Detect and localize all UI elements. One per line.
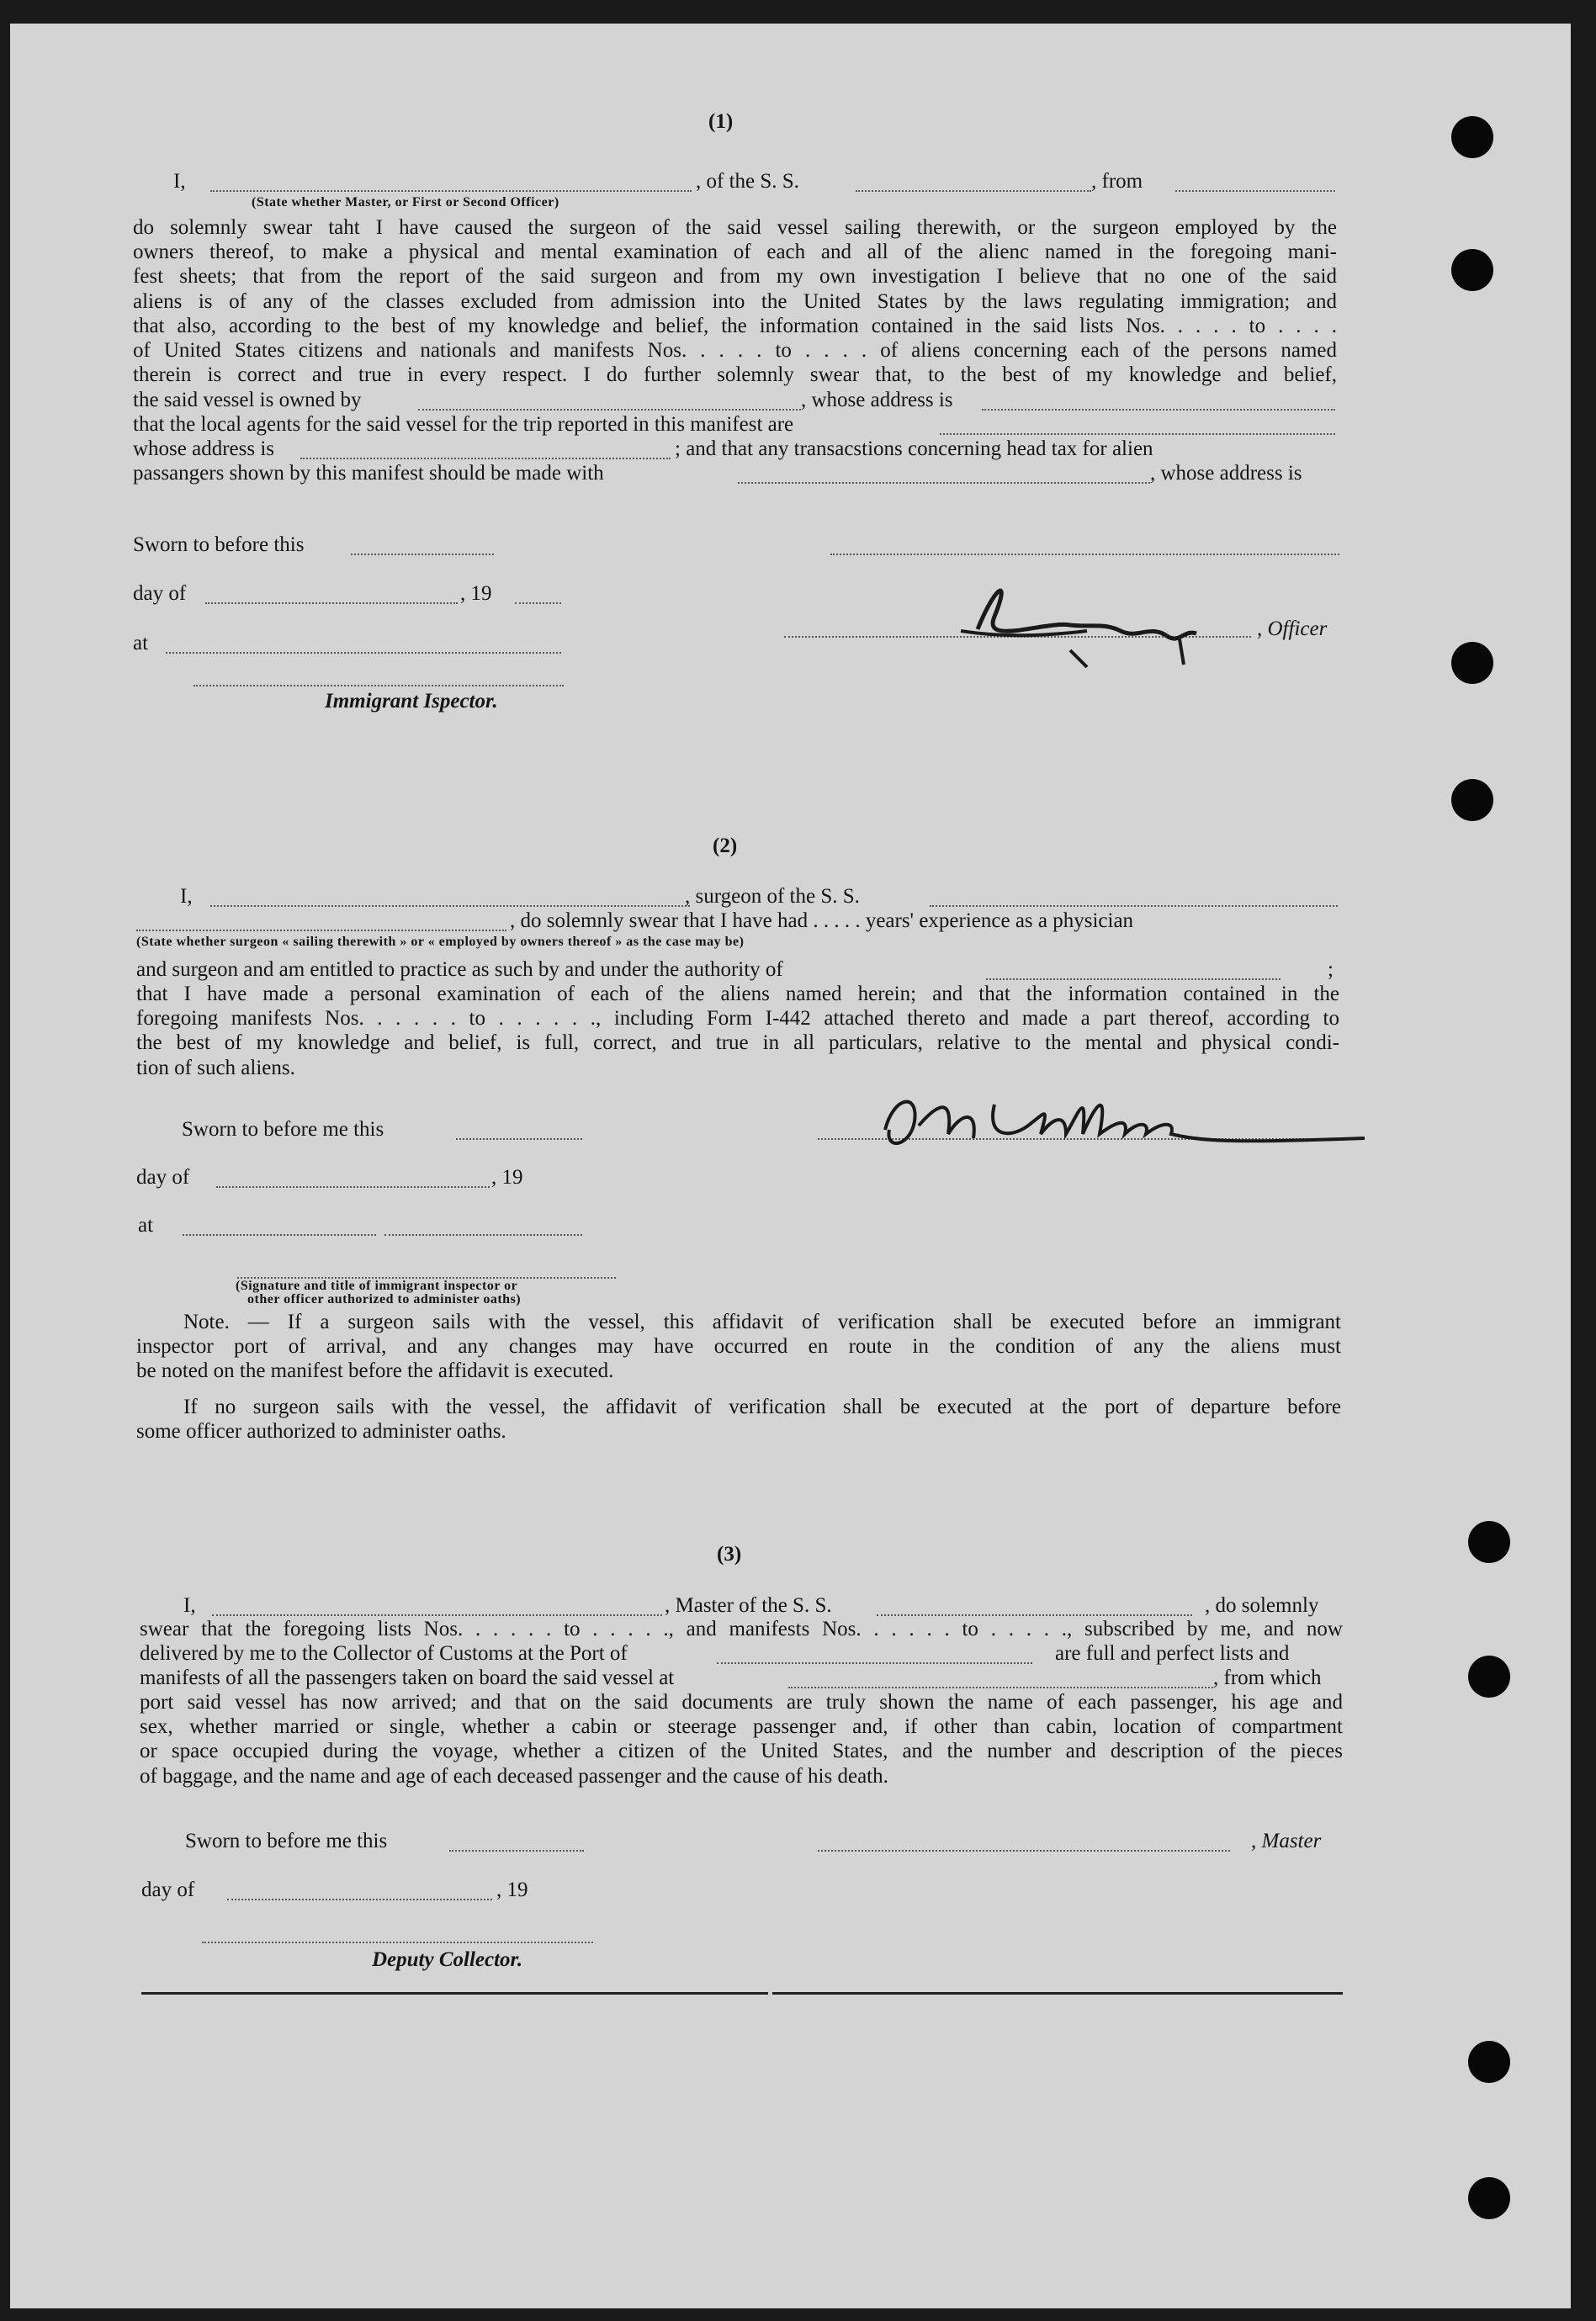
officer-signature [944,570,1238,680]
authority-text: and surgeon and am entitled to practice as such by and under the authority of [136,958,783,981]
officer-signature-line-top [830,554,1339,555]
body-line: foregoing manifests Nos. . . . . . to . . . . . ., including Form I-442 attached thereto and made a part thereof, according to [136,1007,1339,1031]
sworn-me-blank [456,1138,582,1140]
whose-address-label: , whose address is [801,389,953,411]
body-line: or space occupied during the voyage, whether a citizen of the United States, and the number and description of the pieces [140,1740,1343,1763]
sworn-me-label-3: Sworn to before me this [185,1830,388,1852]
deputy-collector-label: Deputy Collector. [372,1948,523,1971]
section-1-body [133,215,1337,387]
master-signature-line [818,1850,1230,1852]
year-label-2: , 19 [491,1166,523,1189]
year-label: , 19 [460,582,492,605]
note-line: If no surgeon sails with the vessel, the affidavit of verification shall be executed at the port of departure before [183,1396,1341,1418]
sworn-me-blank-3 [449,1850,584,1852]
master-of-label: , Master of the S. S. [665,1594,832,1617]
do-solemnly-label: , do solemnly [1205,1594,1319,1617]
officer-label: , Officer [1257,617,1328,640]
year-blank [515,602,561,604]
from-which-text: , from which [1213,1667,1322,1689]
no-surgeon-paragraph [136,1395,1341,1444]
body-line: swear that the foregoing lists Nos. . . . . . to . . . . ., and manifests Nos. . . . . . to . . . . ., subscribed by me, and now [140,1618,1343,1640]
day-of-label: day of [133,582,187,605]
body-line: that also, according to the best of my knowledge and belief, the information contained in the said lists Nos. . . . . to . . . . [133,314,1337,337]
embark-port-blank [788,1687,1213,1688]
manifest-affidavit-page [10,24,1571,2308]
bottom-rule-right [772,1992,1343,1995]
section-2-lead: I, [180,885,193,908]
body-line: that I have made a personal examination of each of the aliens named herein; and that the information contained in the [136,983,1339,1005]
body-line: port said vessel has now arrived; and that on the said documents are truly shown the name of each passenger, his age and [140,1691,1343,1714]
section-3-lead: I, [183,1594,196,1617]
section-1-number: (1) [708,110,734,133]
punch-hole [1468,1656,1510,1698]
owner-address-blank [982,409,1335,411]
section-3-body [140,1690,1343,1788]
day-of-blank-3 [227,1899,492,1900]
authority-blank [986,978,1281,980]
passengers-text: passangers shown by this manifest should be made with [133,462,604,485]
sworn-me-label: Sworn to before me this [182,1118,384,1141]
surgeon-of-label: , surgeon of the S. S. [685,885,860,908]
at-blank [166,652,561,654]
inspector-signature-line [194,685,564,686]
note-line: be noted on the manifest before the affidavit is executed. [136,1359,614,1383]
head-tax-contact-blank [738,482,1150,484]
of-the-ss-label: , of the S. S. [696,170,799,193]
punch-hole [1468,2041,1510,2083]
from-label: , from [1091,170,1143,193]
punch-hole [1468,2177,1510,2219]
deputy-signature-line [202,1942,593,1943]
authority-semicolon: ; [1328,958,1334,981]
from-port-blank [1175,190,1335,192]
sworn-date-blank [351,554,494,555]
surgeon-ship-blank [930,905,1338,907]
section-3-line-2 [140,1617,1343,1641]
at-label: at [133,632,149,654]
note-line: Note. — If a surgeon sails with the vessel, this affidavit of verification shall be executed before an immigrant [183,1311,1341,1333]
note-line: some officer authorized to administer oaths. [136,1420,506,1444]
note-line: inspector port of arrival, and any changes may have occurred en route in the condition of any the aliens must [136,1335,1341,1359]
section-3-number: (3) [717,1543,742,1566]
punch-hole [1451,249,1493,291]
section-2-body [136,982,1339,1080]
officer-rank-caption: (State whether Master, or First or Second Officer) [252,195,559,209]
body-line: owners thereof, to make a physical and mental examination of each and all of the alienc named in the foregoing mani- [133,241,1337,264]
at-blank-2b [384,1234,582,1236]
body-line: of United States citizens and nationals and manifests Nos. . . . . to . . . . of aliens concerning each of the persons named [133,339,1337,363]
owned-by-label: the said vessel is owned by [133,389,362,411]
day-of-blank [205,602,458,604]
section-1-lead: I, [173,170,186,193]
year-label-3: , 19 [496,1879,528,1901]
owner-blank [418,409,801,411]
signature-title-caption-1: (Signature and title of immigrant inspector or [236,1279,518,1293]
day-of-blank-2 [216,1186,490,1188]
whose-address-end: , whose address is [1150,462,1302,485]
local-agents-label: that the local agents for the said vessel for the trip reported in this manifest are [133,413,794,436]
surgeon-signature [868,1079,1373,1163]
surgeon-name-blank [210,905,690,907]
customs-port-blank [717,1662,1032,1664]
section-2-number: (2) [713,835,738,857]
day-of-label-3: day of [141,1879,195,1901]
punch-hole [1451,642,1493,684]
body-line: of baggage, and the name and age of each deceased passenger and the cause of his death. [140,1764,888,1788]
ship-name-blank [856,190,1091,192]
master-ship-blank [877,1614,1192,1616]
sworn-label: Sworn to before this [133,533,305,556]
day-of-label-2: day of [136,1166,190,1189]
note-paragraph [136,1310,1341,1384]
body-line: aliens is of any of the classes excluded from admission into the United States by the laws regulating immigration; and [133,289,1337,313]
agents-address-label: whose address is [133,437,275,460]
at-blank-2a [183,1234,376,1236]
local-agents-blank [940,433,1335,435]
bottom-rule-left [141,1992,768,1995]
body-line: fest sheets; that from the report of the said surgeon and from my own investigation I believe that no one of the said [133,265,1337,289]
body-line: do solemnly swear taht I have caused the surgeon of the said vessel sailing therewith, or the surgeon employed by the [133,216,1337,239]
full-perfect-text: are full and perfect lists and [1055,1642,1290,1665]
manifests-text: manifests of all the passengers taken on board the said vessel at [140,1667,675,1689]
delivered-text: delivered by me to the Collector of Customs at the Port of [140,1642,628,1665]
signature-title-caption-2: other officer authorized to administer oaths) [247,1292,522,1306]
surgeon-status-caption: (State whether surgeon « sailing therewith » or « employed by owners thereof » as the case may be) [136,935,745,949]
body-line: the best of my knowledge and belief, is full, correct, and true in all particulars, relative to the mental and physical condi- [136,1031,1339,1055]
punch-hole [1451,116,1493,158]
agents-address-blank [300,458,671,459]
head-tax-text: ; and that any transacstions concerning head tax for alien [675,437,1153,460]
immigrant-inspector-label: Immigrant Ispector. [325,690,498,713]
body-line: sex, whether married or single, whether a cabin or steerage passenger and, if other than cabin, location of compartment [140,1715,1343,1739]
punch-hole [1468,1521,1510,1563]
master-name-blank [212,1614,662,1616]
body-line: therein is correct and true in every respect. I do further solemnly swear that, to the best of my knowledge and belief, [133,363,1337,387]
body-line: tion of such aliens. [136,1056,295,1079]
experience-text: , do solemnly swear that I have had . . . . . years' experience as a physician [510,909,1134,932]
punch-hole [1451,779,1493,821]
master-label: , Master [1251,1830,1322,1852]
at-label-2: at [138,1214,154,1237]
